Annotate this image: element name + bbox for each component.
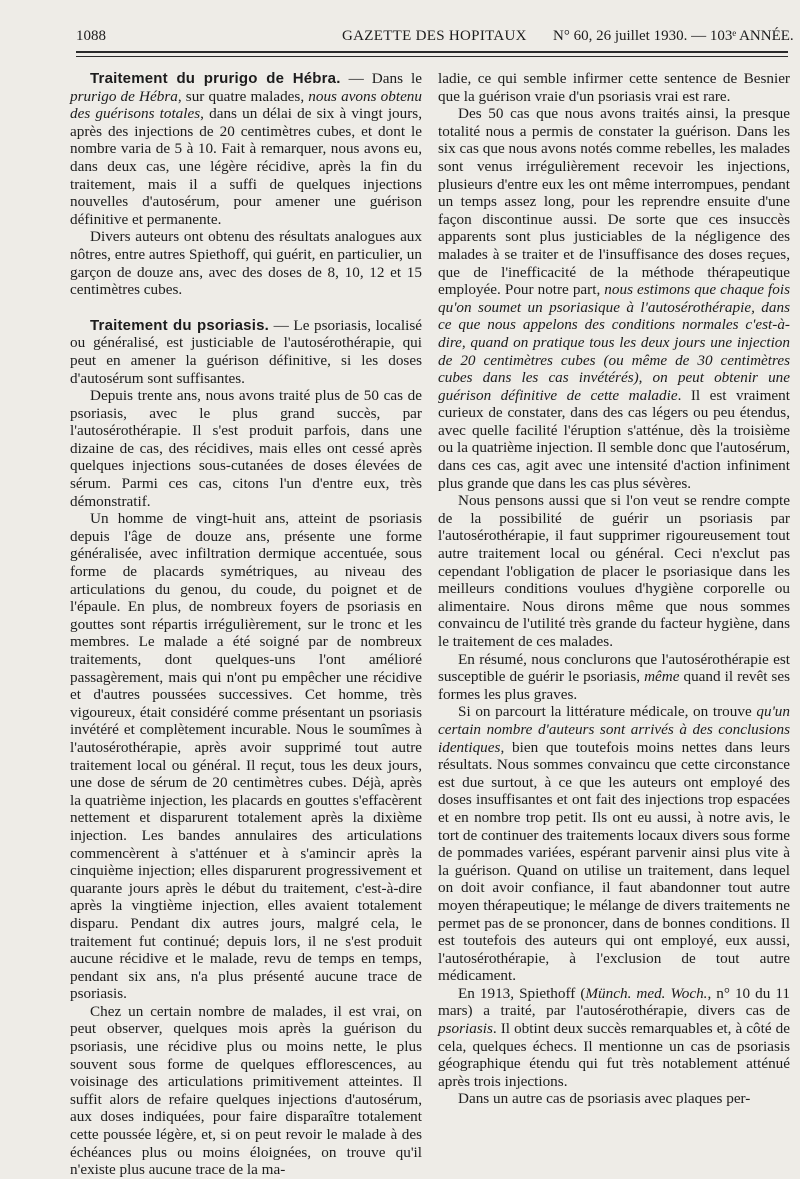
text-run: quand il revêt ses formes les plus graves. <box>438 668 790 703</box>
text-run: , n° 10 du 11 mars) a traité, par l'autosérothérapie, divers cas de <box>438 984 790 1020</box>
italic-run: prurigo de Hébra <box>70 87 178 105</box>
right-paragraph-4 <box>438 651 790 704</box>
text-run: . Il est vraiment curieux de constater, dans des cas légers ou peu étendus, avec quelle facilité l'éruption s'atténue, dès la troisième ou la quatrième injection. Il semble donc que l'autosérum, dans ces cas, agit avec une intensité d'action infiniment plus grande que dans les cas plus sévères. <box>438 386 790 492</box>
text-run: En résumé, nous conclurons que l'autosérothérapie est susceptible de guérir le psoriasis, <box>438 650 790 686</box>
text-run: . Il obtint deux succès remarquables et, à côté de cela, quelques échecs. Il mentionne un cas de psoriasis géographique étendu qui fut très notablement atténué après trois injections. <box>438 1020 790 1090</box>
right-column <box>438 70 790 1108</box>
italic-run: psoriasis <box>438 1020 493 1038</box>
right-paragraph-3: Nous pensons aussi que si l'on veut se rendre compte de la possibilité de guérir un psoriasis par l'autosérothérapie, il faut supprimer rigoureusement tout autre traitement local ou général. Ceci n'exclut pas cependant l'obligation de placer le psoriasique dans les meilleurs conditions voulues d'hygiène corporelle ou alimentaire. Nous dirons même que nous sommes convaincu de l'utilité très grande du facteur hygiène, dans le traitement de ces malades. <box>438 492 790 650</box>
section-gap <box>70 299 422 317</box>
continued-paragraph: ladie, ce qui semble infirmer cette sentence de Besnier que la guérison vraie d'un psoriasis vrai est rare. <box>438 70 790 105</box>
text-run: — Le psoriasis, localisé ou généralisé, est justiciable de l'autosérothérapie, qui peut en amener la guérison définitive, si les doses d'autosérum sont suffisantes. <box>70 316 423 387</box>
text-run: Si on parcourt la littérature médicale, on trouve <box>458 703 757 721</box>
journal-title: GAZETTE DES HOPITAUX <box>342 28 527 44</box>
right-paragraph-7: Dans un autre cas de psoriasis avec plaques per- <box>458 1090 751 1108</box>
psoriasis-paragraph-1 <box>70 317 422 387</box>
issue-info: N° 60, 26 juillet 1930. — 103ᵉ ANNÉE. <box>553 28 794 44</box>
right-paragraph-6 <box>438 985 790 1091</box>
text-run: — Dans le <box>340 70 422 87</box>
text-run: , dans un délai de six à vingt jours, après des injections de 20 centimètres cubes, et dont le nombre varia de 5 à 10. Fait à remarquer, nous avons eu, dans deux cas, une légère récidive, après la fin du traitement, mais il a suffi de quelques injections nouvelles d'autosérum, pour amener une guérison définitive et permanente. <box>70 105 422 228</box>
italic-run: nous estimons que chaque fois qu'on soumet un psoriasique à l'autosérothérapie, dans ce que nous appelons des conditions normales c'est-à-dire, quand on pratique tous les deux jours une injection de 20 centimètres cubes (ou même de 30 centimètres cubes dans les cas invétérés), on peut obtenir une guérison définitive de cette maladie <box>438 281 790 404</box>
psoriasis-heading: Traitement du psoriasis. <box>90 316 269 334</box>
left-column <box>70 70 422 1179</box>
text-run: En 1913, Spiethoff ( <box>458 984 586 1002</box>
prurigo-paragraph-1 <box>70 70 422 228</box>
italic-run: Münch. med. Woch. <box>585 984 708 1002</box>
italic-run: nous avons obtenu des guérisons totales <box>70 87 422 123</box>
text-run: , bien que toutefois moins nettes dans leurs résultats. Nous sommes convaincu que cette circonstance est due surtout, à ce que les auteurs ont employé des doses insuffisantes et ont fait des injections trop espacées et en nombre trop petit. Ils ont eu aussi, à notre avis, le tort de continuer des traitements locaux divers sous forme de pommades variées, espérant parvenir ainsi plus vite à la guérison. Quand on utilise un traitement, dans lequel on doit avoir confiance, il faut abandonner tout autre moyen thérapeutique; le mélange de divers traitements ne permet pas de se prononcer, dans de bonnes conditions. Il est toutefois des auteurs qui ont employé, eux aussi, l'autosérothérapie, à l'exclusion de tout autre médicament. <box>438 738 790 985</box>
page-number: 1088 <box>76 28 106 44</box>
italic-run: même <box>644 668 680 686</box>
header-rule-thin <box>76 56 788 57</box>
italic-run: qu'un certain nombre d'auteurs sont arrivés à des conclusions identiques <box>438 703 790 756</box>
text-run: Des 50 cas que nous avons traités ainsi, la presque totalité nous a permis de constater la guérison. Dans les six cas que nous avons notés comme rebelles, les malades sont venus irrégulièrement recevoir les injections, plusieurs d'entre eux les ont même interrompues, pendant un temps assez long, pour les reprendre ensuite d'une façon discontinue aussi. De sorte que ces insuccès apparents sont plus justiciables de la négligence des malades à se traiter et de l'insuffisance des doses reçues, que de l'inefficacité de la méthode thérapeutique employée. Pour notre part, <box>438 105 790 299</box>
psoriasis-paragraph-2: Depuis trente ans, nous avons traité plus de 50 cas de psoriasis, avec le plus grand succès, par l'autosérothérapie. Il s'est produit parfois, dans une dizaine de cas, des récidives, mais elles ont cessé après quelques injections sous-cutanées de doses élevées de sérum. Parmi ces cas, citons l'un d'entre eux, très démonstratif. <box>70 387 422 510</box>
right-paragraph-5 <box>438 703 790 985</box>
text-run: , sur quatre malades, <box>177 87 309 105</box>
prurigo-heading: Traitement du prurigo de Hébra. <box>90 70 341 87</box>
psoriasis-paragraph-4: Chez un certain nombre de malades, il est vrai, on peut observer, quelques mois après la guérison du psoriasis, une récidive plus ou moins nette, le plus souvent sous forme de quelques efflorescences, au voisinage des articulations primitivement atteintes. Il suffit alors de refaire quelques injections d'autosérum, aux doses indiquées, pour faire disparaître totalement cette poussée légère, et, si on peut revoir le malade à des échéances plus ou moins éloignées, on trouve qu'il n'existe plus aucune trace de la ma- <box>70 1002 422 1179</box>
psoriasis-paragraph-3: Un homme de vingt-huit ans, atteint de psoriasis depuis l'âge de douze ans, présente une forme généralisée, avec infiltration dermique accentuée, sous forme de placards symétriques, au niveau des articulations du genou, du coude, du poignet et de l'épaule. En plus, de nombreux foyers de psoriasis en gouttes sont répartis irrégulièrement, sur le tronc et les membres. Le malade a été soigné par de nombreux traitements, dont quelques-uns l'ont amélioré passagèrement, mais qui n'ont pu empêcher une récidive et d'autres poussées successives. Cet homme, très vigoureux, était considéré comme présentant un psoriasis invétéré et complètement incurable. Nous le soumîmes à l'autosérothérapie, après avoir supprimé tout autre traitement local ou général. Il reçut, tous les deux jours, une dose de sérum de 20 centimètres cubes. Déjà, après la quatrième injection, les placards en gouttes s'effacèrent nettement et disparurent totalement après la dixième injection. Les bandes annulaires des articulations commencèrent à s'atténuer et à s'amincir après la cinquième injection; elles disparurent progressivement et quarante jours après le début du traitement, c'est-à-dire après la vingtième injection, elles avaient totalement disparu. Pendant dix autres jours, malgré cela, le traitement fut continué; depuis lors, il ne s'est produit aucune récidive et le malade, revu de temps en temps, pendant six ans, n'a plus présenté aucune trace de psoriasis. <box>70 510 422 1003</box>
header-rule-thick <box>76 51 788 53</box>
prurigo-paragraph-2: Divers auteurs ont obtenu des résultats analogues aux nôtres, entre autres Spiethoff, qui guérit, en particulier, un garçon de douze ans, avec des doses de 8, 10, 12 et 15 centimètres cubes. <box>70 228 422 299</box>
right-paragraph-2 <box>438 105 790 492</box>
